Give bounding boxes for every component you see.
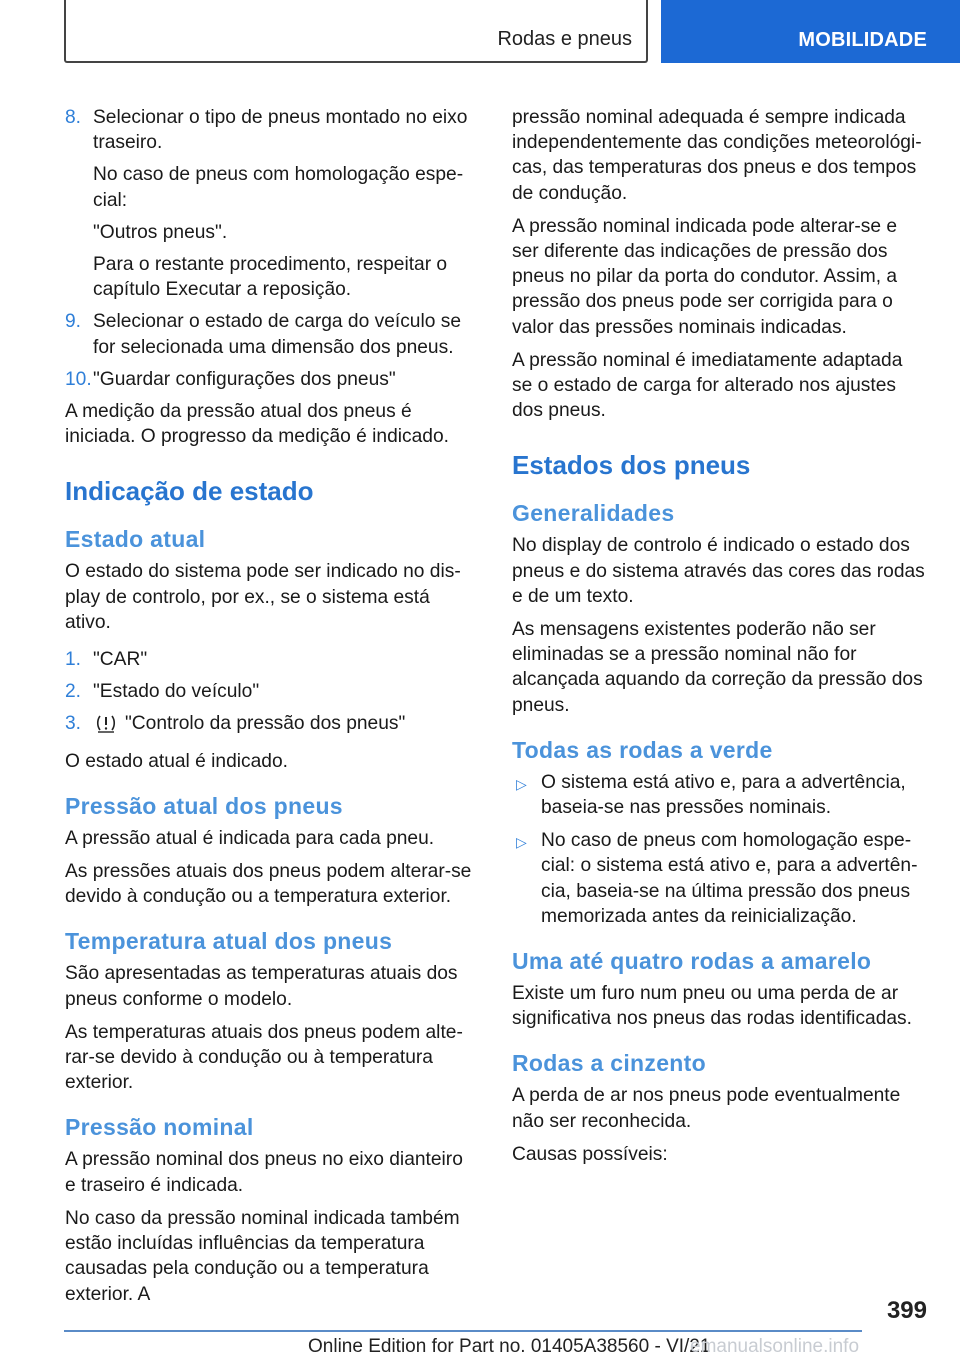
header-box (64, 0, 648, 63)
heading-yellow-wheels: Uma até quatro rodas a amarelo (512, 948, 872, 975)
chapter-badge (661, 0, 960, 63)
body-text: No display de controlo é indicado o estado dos pneus e do sistema através das cores das rodas e de um texto. (512, 535, 925, 607)
step-1 (65, 647, 477, 672)
step-8 (65, 105, 477, 302)
body-text: A pressão atual é indicada para cada pneu. (65, 827, 435, 849)
body-text: A perda de ar nos pneus pode eventualmente não ser reconhecida. (512, 1085, 901, 1132)
heading-current-temperature: Temperatura atual dos pneus (65, 928, 393, 955)
step-2 (65, 679, 477, 704)
heading-status: Indicação de estado (65, 476, 314, 507)
heading-all-green: Todas as rodas a verde (512, 736, 773, 763)
step-text: Selecionar o estado de carga do veículo se for selecionada uma dimensão dos pneus. (93, 311, 462, 358)
chapter-label: MOBILIDADE (798, 29, 927, 51)
left-column (65, 105, 477, 1315)
step-label: "Controlo da pressão dos pneus" (125, 713, 406, 735)
body-text: O estado atual é indicado. (65, 750, 288, 772)
heading-current-pressure: Pressão atual dos pneus (65, 792, 343, 819)
tire-pressure-warning-icon (95, 712, 117, 741)
step-number: 8. (65, 107, 82, 128)
heading-tire-states: Estados dos pneus (512, 450, 751, 481)
triangle-bullet-icon: ▷ (516, 834, 527, 851)
step-3 (65, 711, 477, 741)
heading-general: Generalidades (512, 500, 675, 527)
section-title: Rodas e pneus (497, 28, 632, 50)
step-number: 1. (65, 649, 82, 671)
body-text: pressão nominal adequada é sempre indicada independentemente das condições meteorológicas, das temperaturas dos pneus e dos tempos de condução. (512, 107, 922, 204)
heading-grey-wheels: Rodas a cinzento (512, 1050, 706, 1077)
step-text (93, 711, 477, 741)
bullet-text: No caso de pneus com homologação especial: o sistema está ativo e, para a advertência, baseia-se na última pressão dos pneus memorizada antes da reinicialização. (541, 830, 918, 927)
body-text: A pressão nominal é imediatamente adaptada se o estado de carga for alterado nos ajustes dos pneus. (512, 349, 903, 422)
right-column (512, 105, 926, 1175)
body-text: São apresentadas as temperaturas atuais dos pneus conforme o modelo. (65, 963, 458, 1010)
body-text: No caso da pressão nominal indicada também estão incluídas influências da temperatura causadas pela condução ou a temperatura exterior. A (65, 1207, 460, 1305)
step-number: 2. (65, 681, 82, 703)
triangle-bullet-icon: ▷ (516, 775, 527, 792)
footer-divider (64, 1330, 862, 1332)
step-text: "Estado do veículo" (93, 681, 260, 703)
bullet-text: O sistema está ativo e, para a advertência, baseia-se nas pressões nominais. (541, 771, 906, 819)
body-text: A pressão nominal dos pneus no eixo dianteiro e traseiro é indicada. (65, 1149, 463, 1196)
step-text: "CAR" (93, 649, 148, 671)
edition-note: Online Edition for Part no. 01405A38560 - VI/21 (308, 1336, 711, 1357)
body-text: A pressão nominal indicada pode alterar-se e ser diferente das indicações de pressão dos pneus no pilar da porta do condutor. Assim, a pressão dos pneus pode ser corrigida para o valor das pressões nominais indicadas. (512, 215, 898, 338)
list-item (512, 770, 926, 820)
body-text: As mensagens existentes poderão não ser eliminadas se a pressão nominal não for alcançada aquando da correção da pressão dos pneus. (512, 619, 923, 716)
step-number: 10. (65, 368, 92, 390)
body-text: As temperaturas atuais dos pneus podem alterar-se devido à condução ou à temperatura exterior. (65, 1021, 463, 1094)
list-item (512, 828, 926, 929)
body-text: A medição da pressão atual dos pneus é iniciada. O progresso da medição é indicado. (65, 401, 449, 448)
body-text: Causas possíveis: (512, 1143, 668, 1165)
body-text: As pressões atuais dos pneus podem alterar-se devido à condução ou a temperatura exterior. (65, 861, 472, 908)
step-text: "Guardar configurações dos pneus" (93, 368, 396, 390)
page-number: 399 (886, 1297, 927, 1324)
step-text: Para o restante procedimento, respeitar o capítulo Executar a reposição. (93, 254, 448, 301)
heading-current-state: Estado atual (65, 526, 206, 553)
step-text: Selecionar o tipo de pneus montado no eixo traseiro. (93, 107, 468, 154)
body-text: Existe um furo num pneu ou uma perda de ar significativa nos pneus das rodas identificadas. (512, 983, 912, 1030)
heading-nominal-pressure: Pressão nominal (65, 1114, 254, 1141)
step-number: 3. (65, 713, 82, 735)
watermark: emanualsonline.info (690, 1336, 860, 1357)
step-9 (65, 309, 477, 359)
step-number: 9. (65, 311, 82, 333)
step-text: "Outros pneus". (93, 221, 228, 243)
step-10 (65, 367, 477, 392)
step-text: No caso de pneus com homologação especial: (93, 164, 464, 211)
body-text: O estado do sistema pode ser indicado no display de controlo, por ex., se o sistema está ativo. (65, 561, 461, 633)
